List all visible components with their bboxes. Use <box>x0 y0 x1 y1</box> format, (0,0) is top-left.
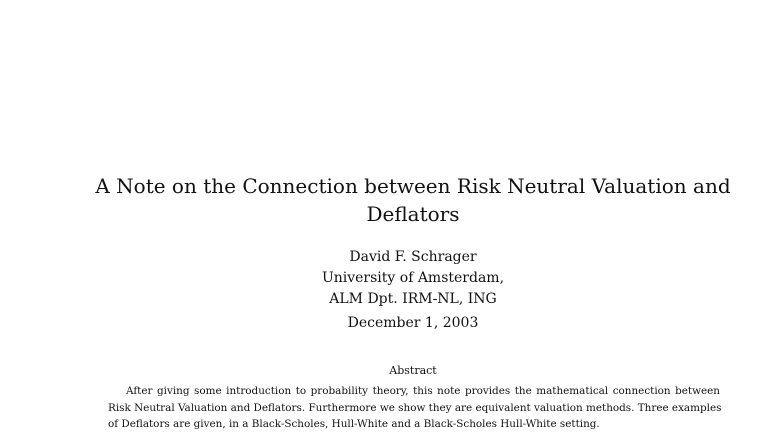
abstract-body <box>108 383 720 433</box>
affiliation-line-2: ALM Dpt. IRM-NL, ING <box>329 291 497 307</box>
title-line-1: A Note on the Connection between Risk Neutral Valuation and <box>95 174 731 198</box>
paper-title <box>0 172 784 228</box>
abstract-line-1: After giving some introduction to probability theory, this note provides the mathematical connection between <box>126 385 720 397</box>
abstract-heading: Abstract <box>389 364 437 377</box>
author-block <box>0 247 784 310</box>
abstract-line-2: Risk Neutral Valuation and Deflators. Furthermore we show they are equivalent valuation methods. Three examples <box>108 401 722 414</box>
title-line-2: Deflators <box>366 202 460 226</box>
affiliation-line-1: University of Amsterdam, <box>321 270 505 286</box>
author-name: David F. Schrager <box>349 249 477 265</box>
paper-date: December 1, 2003 <box>347 315 479 331</box>
abstract-line-3: of Deflators are given, in a Black-Scholes, Hull-White and a Black-Scholes Hull-White setting. <box>108 418 600 430</box>
